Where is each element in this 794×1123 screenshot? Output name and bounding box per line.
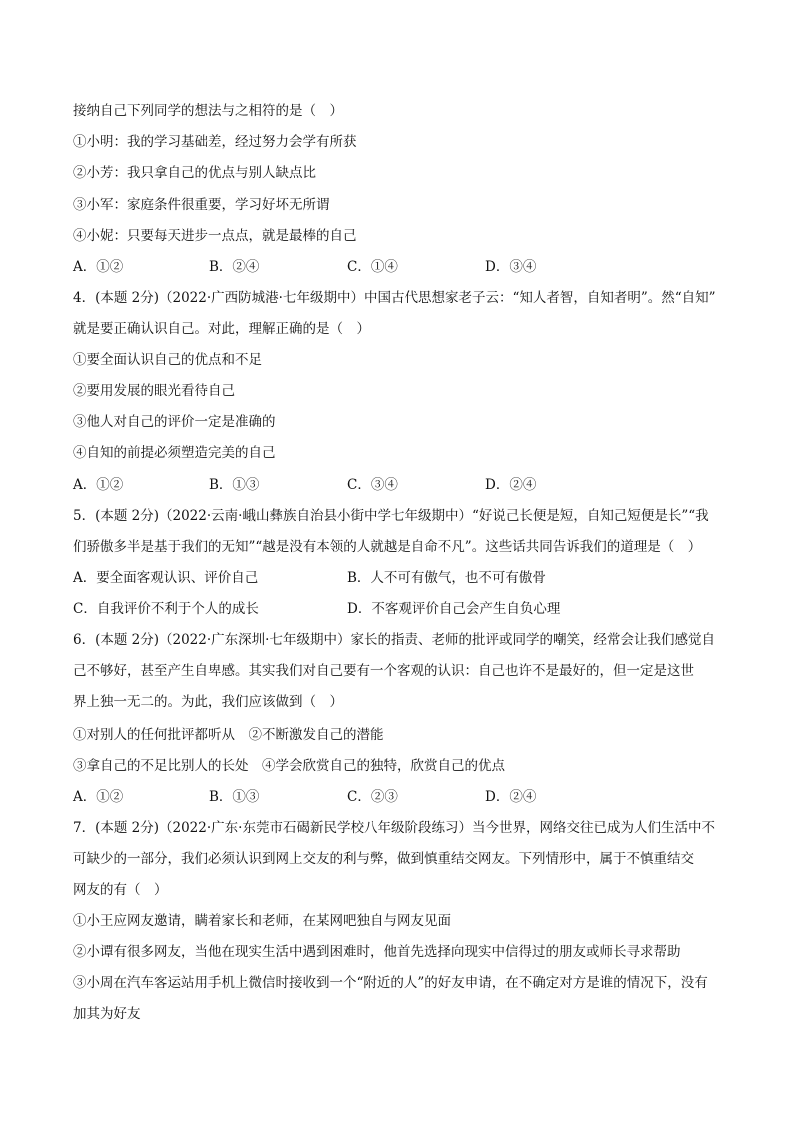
q6-stem-line-3: 界上独一无二的。为此，我们应该做到（ ） [73, 694, 343, 710]
q7-item-3: ③小周在汽车客运站用手机上微信时接收到一个“附近的人”的好友申请，在不确定对方是谁的情况下，没有 [73, 975, 708, 991]
q7-item-3-continued: 加其为好友 [73, 1006, 141, 1022]
q6-item-1: ①对别人的任何批评都听从 ②不断激发自己的潜能 [73, 727, 384, 743]
q5-option-d[interactable]: D．不客观评价自己会产生自负心理 [347, 601, 561, 617]
q7-item-1: ①小王应网友邀请，瞒着家长和老师，在某网吧独自与网友见面 [73, 913, 451, 929]
q4-option-b[interactable]: B．①③ [209, 477, 260, 493]
q3-item-4: ④小妮：只要每天进步一点点，就是最棒的自己 [73, 228, 357, 244]
q3-stem: 接纳自己下列同学的想法与之相符的是（ ） [73, 103, 343, 119]
q3-item-3: ③小军：家庭条件很重要，学习好坏无所谓 [73, 197, 330, 213]
q5-stem-line-1: 5．(本题 2分)（2022·云南·峨山彝族自治县小街中学七年级期中）“好说己长便是短，自知己短便是长”“我 [73, 508, 709, 524]
q4-stem-line-2: 就是要正确认识自己。对此，理解正确的是（ ） [73, 321, 370, 337]
q5-option-c[interactable]: C．自我评价不利于个人的成长 [73, 601, 259, 617]
q3-item-2: ②小芳：我只拿自己的优点与别人缺点比 [73, 165, 316, 181]
q6-option-c[interactable]: C．②③ [347, 789, 398, 805]
q5-options-row-2 [73, 599, 713, 619]
q6-option-d[interactable]: D．②④ [485, 789, 537, 805]
q4-item-4: ④自知的前提必须塑造完美的自己 [73, 445, 276, 461]
q6-stem-line-1: 6．(本题 2分)（2022·广东深圳·七年级期中）家长的指责、老师的批评或同学的嘲笑，经常会让我们感觉自 [73, 632, 715, 648]
q6-options [73, 787, 713, 807]
q4-item-2: ②要用发展的眼光看待自己 [73, 383, 235, 399]
q3-options [73, 257, 713, 277]
q4-options [73, 475, 713, 495]
q5-option-a[interactable]: A．要全面客观认识、评价自己 [73, 570, 259, 586]
q7-stem-line-1: 7．(本题 2分)（2022·广东·东莞市石碣新民学校八年级阶段练习）当今世界，网络交往已成为人们生活中不 [73, 820, 715, 836]
q6-stem-line-2: 己不够好，甚至产生自卑感。其实我们对自己要有一个客观的认识：自己也许不是最好的，但一定是这世 [73, 663, 694, 679]
q5-stem-line-2: 们骄傲多半是基于我们的无知”“越是没有本领的人就越是自命不凡”。这些话共同告诉我们的道理是（ ） [73, 539, 702, 555]
q6-option-a[interactable]: A．①② [73, 789, 124, 805]
q7-item-2: ②小谭有很多网友，当他在现实生活中遇到困难时，他首先选择向现实中信得过的朋友或师长寻求帮助 [73, 944, 681, 960]
q3-option-a[interactable]: A．①② [73, 259, 124, 275]
q4-stem-line-1: 4．(本题 2分)（2022·广西防城港·七年级期中）中国古代思想家老子云：“知人者智，自知者明”。然“自知” [73, 290, 716, 306]
q6-item-2: ③拿自己的不足比别人的长处 ④学会欣赏自己的独特，欣赏自己的优点 [73, 758, 505, 774]
q5-options-row-1 [73, 568, 713, 588]
q3-item-1: ①小明：我的学习基础差，经过努力会学有所获 [73, 134, 357, 150]
q4-item-1: ①要全面认识自己的优点和不足 [73, 352, 262, 368]
q4-option-a[interactable]: A．①② [73, 477, 124, 493]
q4-item-3: ③他人对自己的评价一定是准确的 [73, 414, 276, 430]
q3-option-c[interactable]: C．①④ [347, 259, 398, 275]
q6-option-b[interactable]: B．①③ [209, 789, 260, 805]
q4-option-c[interactable]: C．③④ [347, 477, 398, 493]
q4-option-d[interactable]: D．②④ [485, 477, 537, 493]
q7-stem-line-3: 网友的有（ ） [73, 882, 168, 898]
q3-option-b[interactable]: B．②④ [209, 259, 260, 275]
q5-option-b[interactable]: B．人不可有傲气，也不可有傲骨 [347, 570, 546, 586]
q3-option-d[interactable]: D．③④ [485, 259, 537, 275]
q7-stem-line-2: 可缺少的一部分，我们必须认识到网上交友的利与弊，做到慎重结交网友。下列情形中，属于不慎重结交 [73, 851, 694, 867]
